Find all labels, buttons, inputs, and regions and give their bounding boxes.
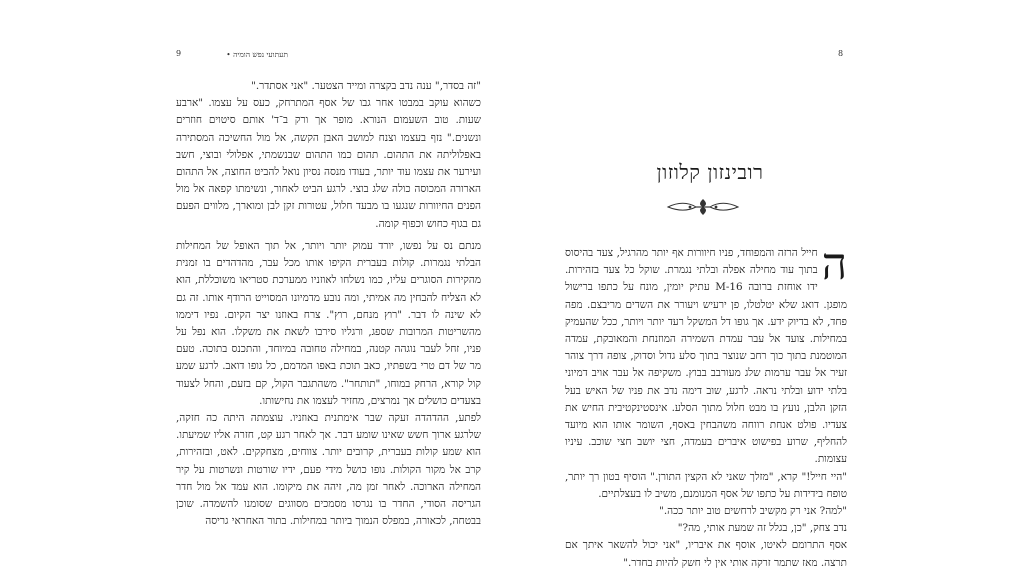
drop-cap: ה — [821, 239, 847, 290]
paragraph: מנתם נס על נפשו, יורד עמוק יותר ויותר, אל תוך האופל של המחילות הבלתי נגמרות. קולות בעברית הקיפו אותו מכל עבר, מהדהדים בו זמנית מהקירות הסוגרים עליו, כמו נשלחו לאוזניו ממערכת סטריאו משוכללת, הוא לא הצליח להבחין מה אמיתי, ומה נובע מדמיונו המסוייט הרודף אותו. זה גם לא שינה לו דבר. "רוץ מנחם, רוץ". צרח באוזנו יצר הקיום. נפיו דיממו מהשריטות המרובות שספג, ורגליו סירבו לשאת את משקלו. הוא נפל על פניו, זחל לעבר נוגהה קטנה, במחילה טחובה במיוחד, והתכנס בתוכה. טעם מר של דם טרי בשפתיו, כאב תוכת באפו המדמם, כל גופו דואב. לרגע שמע קול קורא, הרחק במוחו, "תותחר". משהתגבר הקול, קם בזעם, והחל לצעוד בצעדים כושלים אך נמרצים, מחזיר לעצמו את נחישותו. — [176, 240, 481, 407]
text-block-top — [176, 78, 481, 233]
chapter-title: רובינזון קלוזון — [656, 160, 764, 184]
paragraph: אסף התרומם לאיטו, אוסף את איבריו, "אני יכול להשאר איתך אם תרצה. מאז שתמר זרקה אותי אין לי חשק להיות בחדר." — [565, 539, 847, 569]
left-page-number: 9 — [176, 49, 182, 58]
paragraph: כשהוא עוקב במבטו אחר גבו של אסף המתרחק, כעס על עצמו. "ארבע שעות. טוב השעמום הנורא. מופר אך ורק ב־ד' אותם סיטוים חוזרים ונשנים." נזף בעצמו וצנח למושב האבן הקשה, אל מול החשיכה המסתירה באפלוליתה את התהום. תהום כמו התהום שבנשמתי, אפלולי ובוצי, חשב ועירער את עצמו עוד יותר, בעודו מנסה נסיון נואל להביט החוצה, אל התהום הארורה המכוסה כולה שלג בוצי. לרגע הביט לאחור, ונשימתו קפאה אל מול הפנים החיוורות שנגעו בו מבעד חלול, עטורות זקן לבן ומוארך, מלווים הפעם גם בגוף כחוש וכפוף קומה. — [176, 97, 481, 230]
paragraph-text: חייל הרזה והמפוחד, פניו חיוורות אף יותר מהרגיל, צעד בהיסוס בתוך עוד מחילה אפלה ובלתי נגמרת. שוקל כל צעד בזהירות. ידו אוחזת ברובה M-16 עתיק יומין, מונח על כתפו ברישול מופגן. דואג שלא יטלטלו, פן ירעיש ויעורר את השדים מריבצם. מפה פחד, לא בדיוק ידע. אך גופו דל המשקל רעד יותר ויותר, ככל שהעמיק במחילות. צועד אל עבר עמדת השמירה המוזנחת והמאובקת, עמדה המוטמנת בתוך כוך רחב שנוצר בתוך סלע גדול וסדוק, צופה דרך צוהר זעיר אל עבר ערמות שלג מעורבב בבוץ. משקיפה אל עבר אויב דמיוני בלתי ידוע ובלתי נראה. לרגע, שוב דימה נדב את פניו של האיש בעל הזקן הלבן, נועץ בו מבט חלול מתוך הסלע. אינסטינקטיבית החיש את צעדיו. פולט אנחת רווחה משהבחין באסף, השומר אותו הוא מיועד להחליף, שרוע בפישוט איברים בעמדה, חצי יושב חצי שוכב. עיניו עצומות. — [565, 247, 847, 466]
ornament-flourish-icon — [666, 196, 740, 218]
paragraph: לפתע, ההדהדה זעקה שבר אימתנית באוזניו. עוצמתה היתה כה חזקה, שלרגע ארוך חשש שאינו שומע דבר. אך לאחר רגע קט, חזרה אליו שמיעתו. הוא שמע קולות בעברית, קרובים יותר. צווחים, מצחקקים. לאט, ובזהירות, קרב אל מקור הקולות. גופו כושל מידי פעם, ידיו שורטות ונשרטות על קיר המחילה הארוכה. לאחר זמן מה, זיהה את מיקומו. הוא עמד אל מול חדר הגריסה הסודי, החדר בו נגרסו מסמכים מסווגים שסומנו להשמדה. שוכן בבטחה, לכאורה, במפלס הנמוך ביותר במחילות. בתור האחראי גריסה — [176, 412, 481, 528]
paragraph: "זה בסדר," ענה נדב בקצרה ומייד הצטער. "אני אסתדר." — [251, 80, 481, 92]
header-separator: • — [226, 50, 231, 59]
running-title: תעתועי נפש הומיה — [233, 50, 288, 59]
chapter-text — [565, 239, 847, 572]
running-header — [168, 50, 288, 59]
paragraph — [565, 239, 847, 469]
right-page-number: 8 — [838, 49, 844, 58]
paragraph: "היי חייל!" קרא, "מזלך שאני לא הקצין התורן." הוסיף בטון רך יותר, טופח בידידות על כתפו של אסף המנומנם, משיב לו בעצלתיים. — [565, 470, 847, 500]
paragraph: "למה? אני רק מקשיב לרחשים טוב יותר ככה." — [659, 505, 847, 518]
paragraph: נדב צחק, "כן, בגלל זה שמעת אותי, מה?" — [677, 522, 847, 535]
text-block-bottom — [176, 238, 481, 530]
